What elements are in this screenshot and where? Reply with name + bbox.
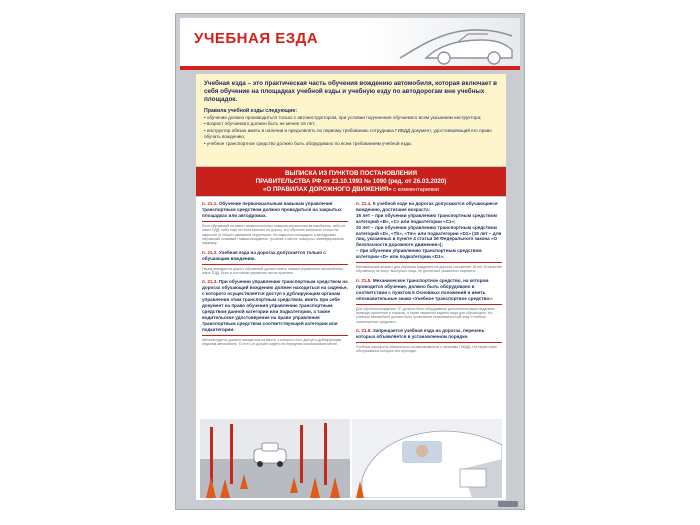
clause xyxy=(356,278,502,302)
right-column xyxy=(356,201,502,354)
clause-note: Автоинструктор должен находиться на месте, с которого есть доступ к дублирующим педалям автомобиля. То есть он должен сидеть на переднем пассажирском месте. xyxy=(202,337,342,346)
clause-note: Если обучаемый не имеет первоначальных навыков управления автомобилем, либо не знает ПДД, либо ещё не готов выехать на дорогу, его обучение возможно только на закрытой от общего движения территории. На закрытых площадках и автодромах обучаемый осваивает навыки вождения: трогание с места, повороты, маневрирование, парковку. xyxy=(202,223,346,246)
banner-line: ПРАВИТЕЛЬСТВА РФ от 23.10.1993 № 1090 (ред. от 26.03.2020) xyxy=(255,178,447,185)
header-stripe xyxy=(180,66,520,70)
clause-note: Перед выездом на дорогу обучаемый должен иметь навыки управления автомобилем, знать ПДД, быть в состоянии управлять им на практике. xyxy=(202,266,344,275)
clause-text: К учебной езде на дорогах допускаются обучающиеся вождению, достигшие возраста: xyxy=(356,201,498,212)
clause-number: п. 21.5. xyxy=(356,277,372,283)
instructor-car-photo xyxy=(352,419,502,498)
left-column xyxy=(202,201,348,346)
rules-list xyxy=(204,115,498,147)
clause-note: Минимальный возраст для обучения вождению на дорогах составляет 16 лет. В качестве обучаемого не могут выступать лица, не достигшие указанного возраста. xyxy=(356,265,502,274)
rule-item: • учебное транспортное средство должно быть оборудовано по всем требованиям учебной езды. xyxy=(204,140,413,146)
content-area xyxy=(196,197,506,500)
clause-note: Для обучения вождению ТС должны быть оборудованы дополнительными педалями привода сцепления и тормоза, а также зеркалом заднего вида для обучающего. На учебном автомобиле должен быть установлен опознавательный знак «Учебное транспортное средство». xyxy=(356,306,495,324)
divider xyxy=(356,262,502,263)
clause-sub: – при обучении управлению транспортным средством категории «D» или подкатегории «D1». xyxy=(356,248,482,260)
rule-item: • возраст обучаемого должен быть не менее 16 лет; xyxy=(204,121,316,127)
clause xyxy=(356,201,502,213)
clause-text: Механическое транспортное средство, на котором проводится обучение, должно быть оборудовано в соответствии с пунктом 5 Основных положений и иметь опознавательные знаки «Учебное транспортное средство». xyxy=(356,277,494,301)
decree-banner xyxy=(196,167,506,196)
intro-box xyxy=(196,74,506,166)
banner-line xyxy=(196,186,506,194)
intro-lead: Учебная езда – это практическая часть обучения вождению автомобиля, которая включает в себя обучение на площадках учебной езды и учебную езду по автодорогам вне учебных площадок. xyxy=(204,80,498,103)
page-title: УЧЕБНАЯ ЕЗДА xyxy=(194,30,319,47)
clause-number: п. 21.4. xyxy=(356,201,372,206)
divider xyxy=(202,335,348,336)
training-ground-photo xyxy=(200,419,350,498)
poster xyxy=(175,13,525,510)
rules-title: Правила учебной езды следующие: xyxy=(204,108,298,114)
clause xyxy=(202,250,348,262)
clause-note: Учебные маршруты обязательно согласовываются с органами ГИБДД. На территории обслуживания которых они проходят. xyxy=(356,344,497,354)
rule-item: • инструктор обязан иметь в наличии и предъявлять по первому требованию сотрудника ГИБДД документ, удостоверяющий его право обучать вождению; xyxy=(204,127,492,140)
poster-header xyxy=(180,18,520,70)
clause-number: п. 21.2. xyxy=(202,249,218,255)
divider xyxy=(202,221,348,222)
divider xyxy=(356,304,502,305)
photo-strip xyxy=(200,419,502,498)
banner-line3-small: с комментариями xyxy=(391,187,439,193)
clause-number: п. 21.3. xyxy=(202,279,218,285)
clause xyxy=(356,328,502,340)
clause-number: п. 21.1. xyxy=(202,201,218,206)
clause-text: При обучении управлению транспортным средством на дорогах обучающий вождению должен находиться на сиденье, с которого осуществляется доступ к дублирующим органам управления этим транспортным средством, иметь при себе документ на право обучения управлению транспортным средством данной категории или подкатегории, а также водительское удостоверение на право управления транспортным средством соответствующей категории или подкатегории. xyxy=(202,279,348,332)
clause-number: п. 21.6. xyxy=(356,328,372,334)
car-icon xyxy=(396,20,516,66)
clause-text: Запрещается учебная езда на дорогах, перечень которых объявляется в установленном порядке. xyxy=(356,328,485,340)
publisher-logo xyxy=(498,501,518,507)
divider xyxy=(356,342,502,343)
clause xyxy=(202,201,348,219)
clause xyxy=(202,279,348,332)
clause-sub: 20 лет – при обучении управлению транспортным средством категорий «D», «Tb», «Tm» или подкатегории «D1» (18 лет – для лиц, указанных в пункте 4 статьи 26 Федерального закона «О безопасности дорожного движения»); xyxy=(356,224,502,248)
rule-item: • обучение должно производиться только с автоинструктором, при условии подчинения обучаемого всем указаниям инструктора; xyxy=(204,115,482,120)
clause-text: Учебная езда на дорогах допускается только с обучающим вождению. xyxy=(202,249,326,261)
banner-line3: «О ПРАВИЛАХ ДОРОЖНОГО ДВИЖЕНИЯ» xyxy=(263,186,392,193)
clause-text: Обучение первоначальным навыкам управления транспортным средством должно проводиться на закрытых площадках или автодромах. xyxy=(202,201,342,218)
divider xyxy=(202,264,348,265)
clause-sub: 16 лет – при обучении управлению транспортным средством категорий «В», «С» или подкатегории «С1»; xyxy=(356,212,497,224)
banner-line: ВЫПИСКА ИЗ ПУНКТОВ ПОСТАНОВЛЕНИЯ xyxy=(284,170,418,177)
